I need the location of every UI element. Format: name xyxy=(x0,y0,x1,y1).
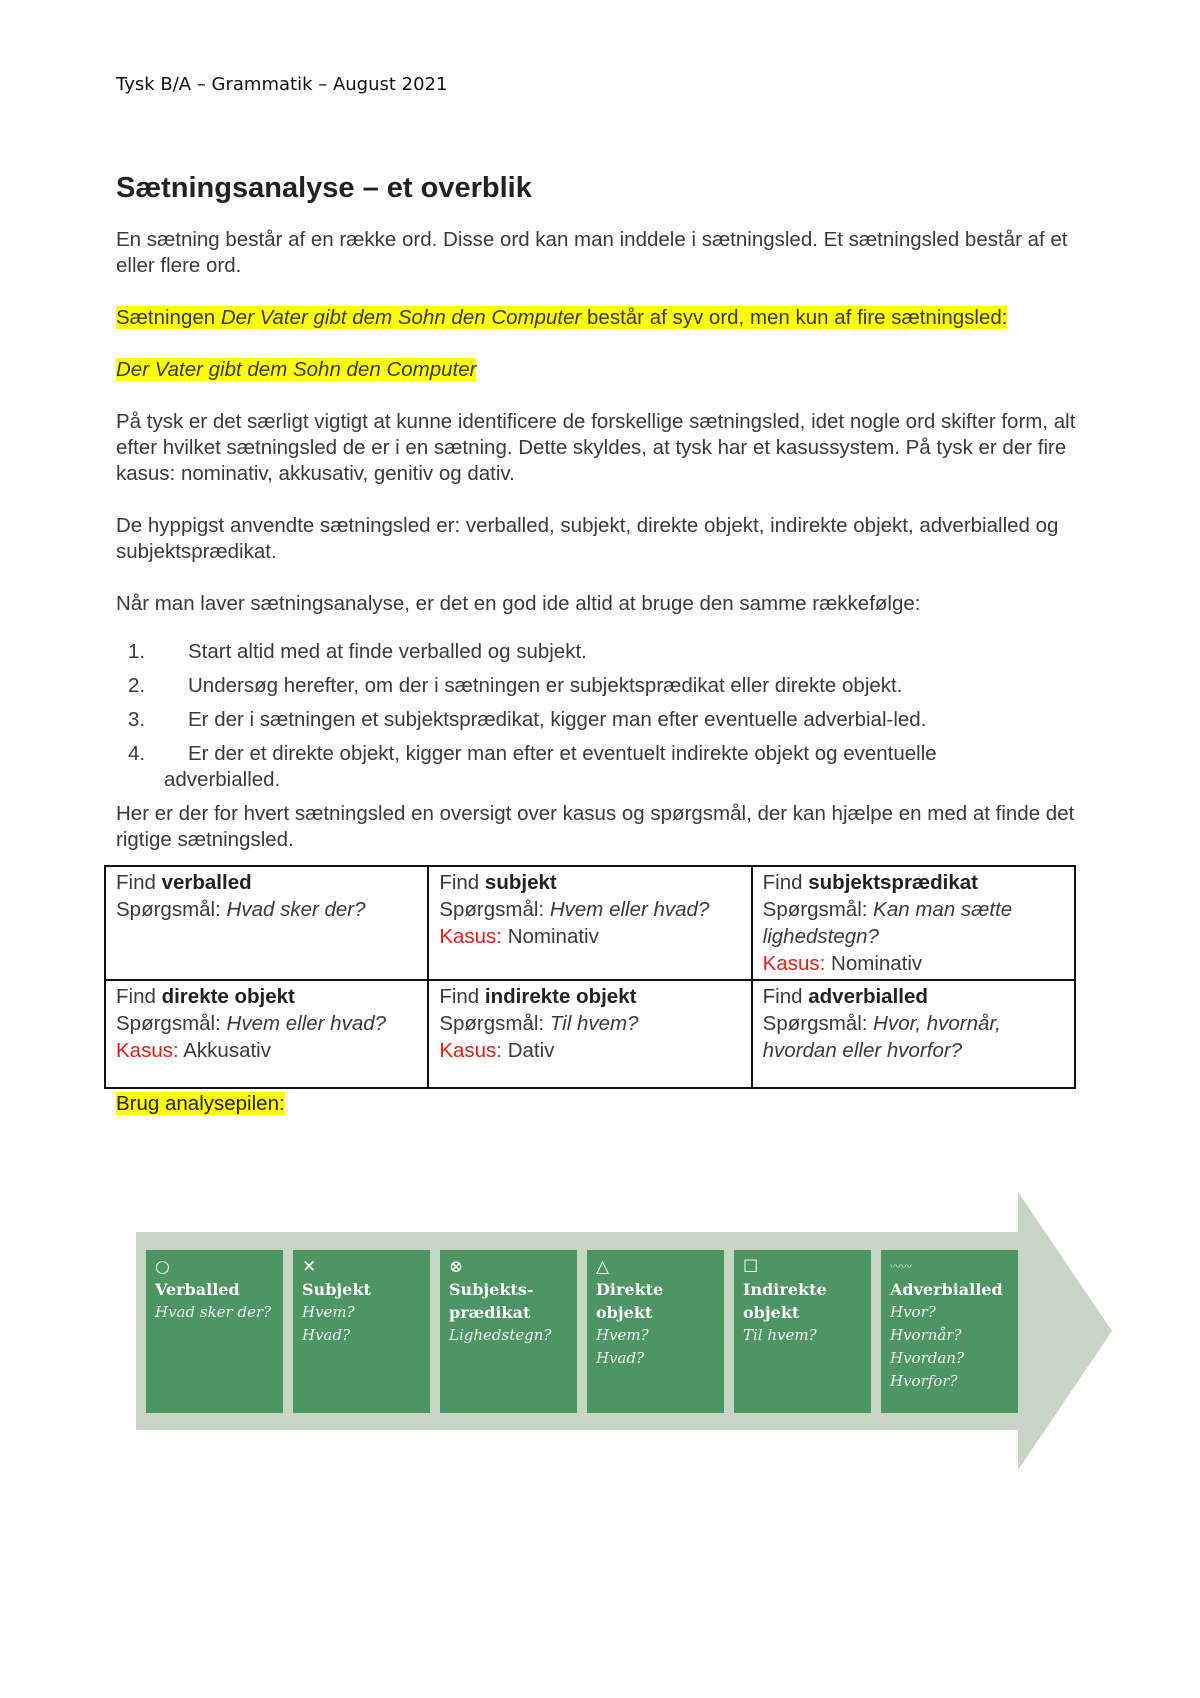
arrow-box-adverbialled: 〰〰 Adverbialled Hvor? Hvornår? Hvordan? Hvorfor? xyxy=(881,1250,1018,1413)
analysis-arrow xyxy=(136,1192,1112,1470)
hyppigst-paragraph: De hyppigst anvendte sætningsled er: verballed, subjekt, direkte objekt, indirekte objekt, adverbialled og subjektsprædikat. xyxy=(116,514,1059,563)
circled-cross-icon: ⊗ xyxy=(449,1257,464,1277)
list-item: 1. Start altid med at finde verballed og subjekt. xyxy=(128,640,587,663)
brug-label: Brug analysepilen: xyxy=(116,1092,285,1115)
list-item: 3. Er der i sætningen et subjektsprædikat, kigger man efter eventuelle adverbial-led. xyxy=(128,708,927,731)
example-paragraph xyxy=(116,305,1086,331)
arrow-box-direkte-objekt: △ Direkte objekt Hvem? Hvad? xyxy=(587,1250,724,1413)
arrow-box-verballed: ○ Verballed Hvad sker der? xyxy=(146,1250,283,1413)
square-icon: ☐ xyxy=(743,1257,759,1277)
steps-list xyxy=(116,639,1086,793)
cell-subjektspraedikat: Find subjektsprædikat Spørgsmål: Kan man sætte lighedstegn? Kasus: Nominativ xyxy=(752,866,1075,980)
triangle-icon: △ xyxy=(596,1257,610,1277)
cell-adverbialled: Find adverbialled Spørgsmål: Hvor, hvornår, hvordan eller hvorfor? xyxy=(752,980,1075,1088)
arrow-boxes xyxy=(146,1250,1018,1413)
circle-icon: ○ xyxy=(155,1257,170,1277)
example-standalone: Der Vater gibt dem Sohn den Computer xyxy=(116,358,477,381)
intro-paragraph: En sætning består af en række ord. Disse ord kan man inddele i sætningsled. Et sætningsled består af et eller flere ord. xyxy=(116,228,1068,277)
page-header: Tysk B/A – Grammatik – August 2021 xyxy=(116,74,448,95)
page-title: Sætningsanalyse – et overblik xyxy=(116,172,532,204)
main-content xyxy=(116,172,1086,1117)
list-item: 2. Undersøg herefter, om der i sætningen er subjektsprædikat eller direkte objekt. xyxy=(128,674,903,697)
arrow-box-indirekte-objekt: ☐ Indirekte objekt Til hvem? xyxy=(734,1250,871,1413)
table-row xyxy=(105,980,1075,1088)
arrow-box-subjektspraedikat: ⊗ Subjekts- prædikat Lighedstegn? xyxy=(440,1250,577,1413)
arrow-box-subjekt: ✕ Subjekt Hvem? Hvad? xyxy=(293,1250,430,1413)
cell-subjekt: Find subjekt Spørgsmål: Hvem eller hvad? Kasus: Nominativ xyxy=(428,866,751,980)
tysk-paragraph: På tysk er det særligt vigtigt at kunne identificere de forskellige sætningsled, idet nogle ord skifter form, alt efter hvilket sætningsled de er i en sætning. Dette skyldes, at tysk har et kasussystem. På tysk er der fire kasus: nominativ, akkusativ, genitiv og dativ. xyxy=(116,410,1076,485)
cross-icon: ✕ xyxy=(302,1257,317,1277)
cell-indirekte-objekt: Find indirekte objekt Spørgsmål: Til hvem? Kasus: Dativ xyxy=(428,980,751,1088)
example-highlight: Sætningen Der Vater gibt dem Sohn den Computer består af syv ord, men kun af fire sætningsled: xyxy=(116,306,1008,329)
cell-verballed: Find verballed Spørgsmål: Hvad sker der? xyxy=(105,866,428,980)
table-row xyxy=(105,866,1075,980)
oversigt-paragraph: Her er der for hvert sætningsled en oversigt over kasus og spørgsmål, der kan hjælpe en med at finde det rigtige sætningsled. xyxy=(116,802,1075,851)
wavy-line-icon: 〰〰 xyxy=(890,1260,912,1273)
list-item: 4. Er der et direkte objekt, kigger man efter et eventuelt indirekte objekt og eventuelle adverbialled. xyxy=(128,742,937,791)
example-sentence: Der Vater gibt dem Sohn den Computer xyxy=(220,306,582,329)
raekkefolge-paragraph: Når man laver sætningsanalyse, er det en god ide altid at bruge den samme rækkefølge: xyxy=(116,592,921,615)
cell-direkte-objekt: Find direkte objekt Spørgsmål: Hvem eller hvad? Kasus: Akkusativ xyxy=(105,980,428,1088)
sentence-parts-table xyxy=(104,865,1076,1089)
